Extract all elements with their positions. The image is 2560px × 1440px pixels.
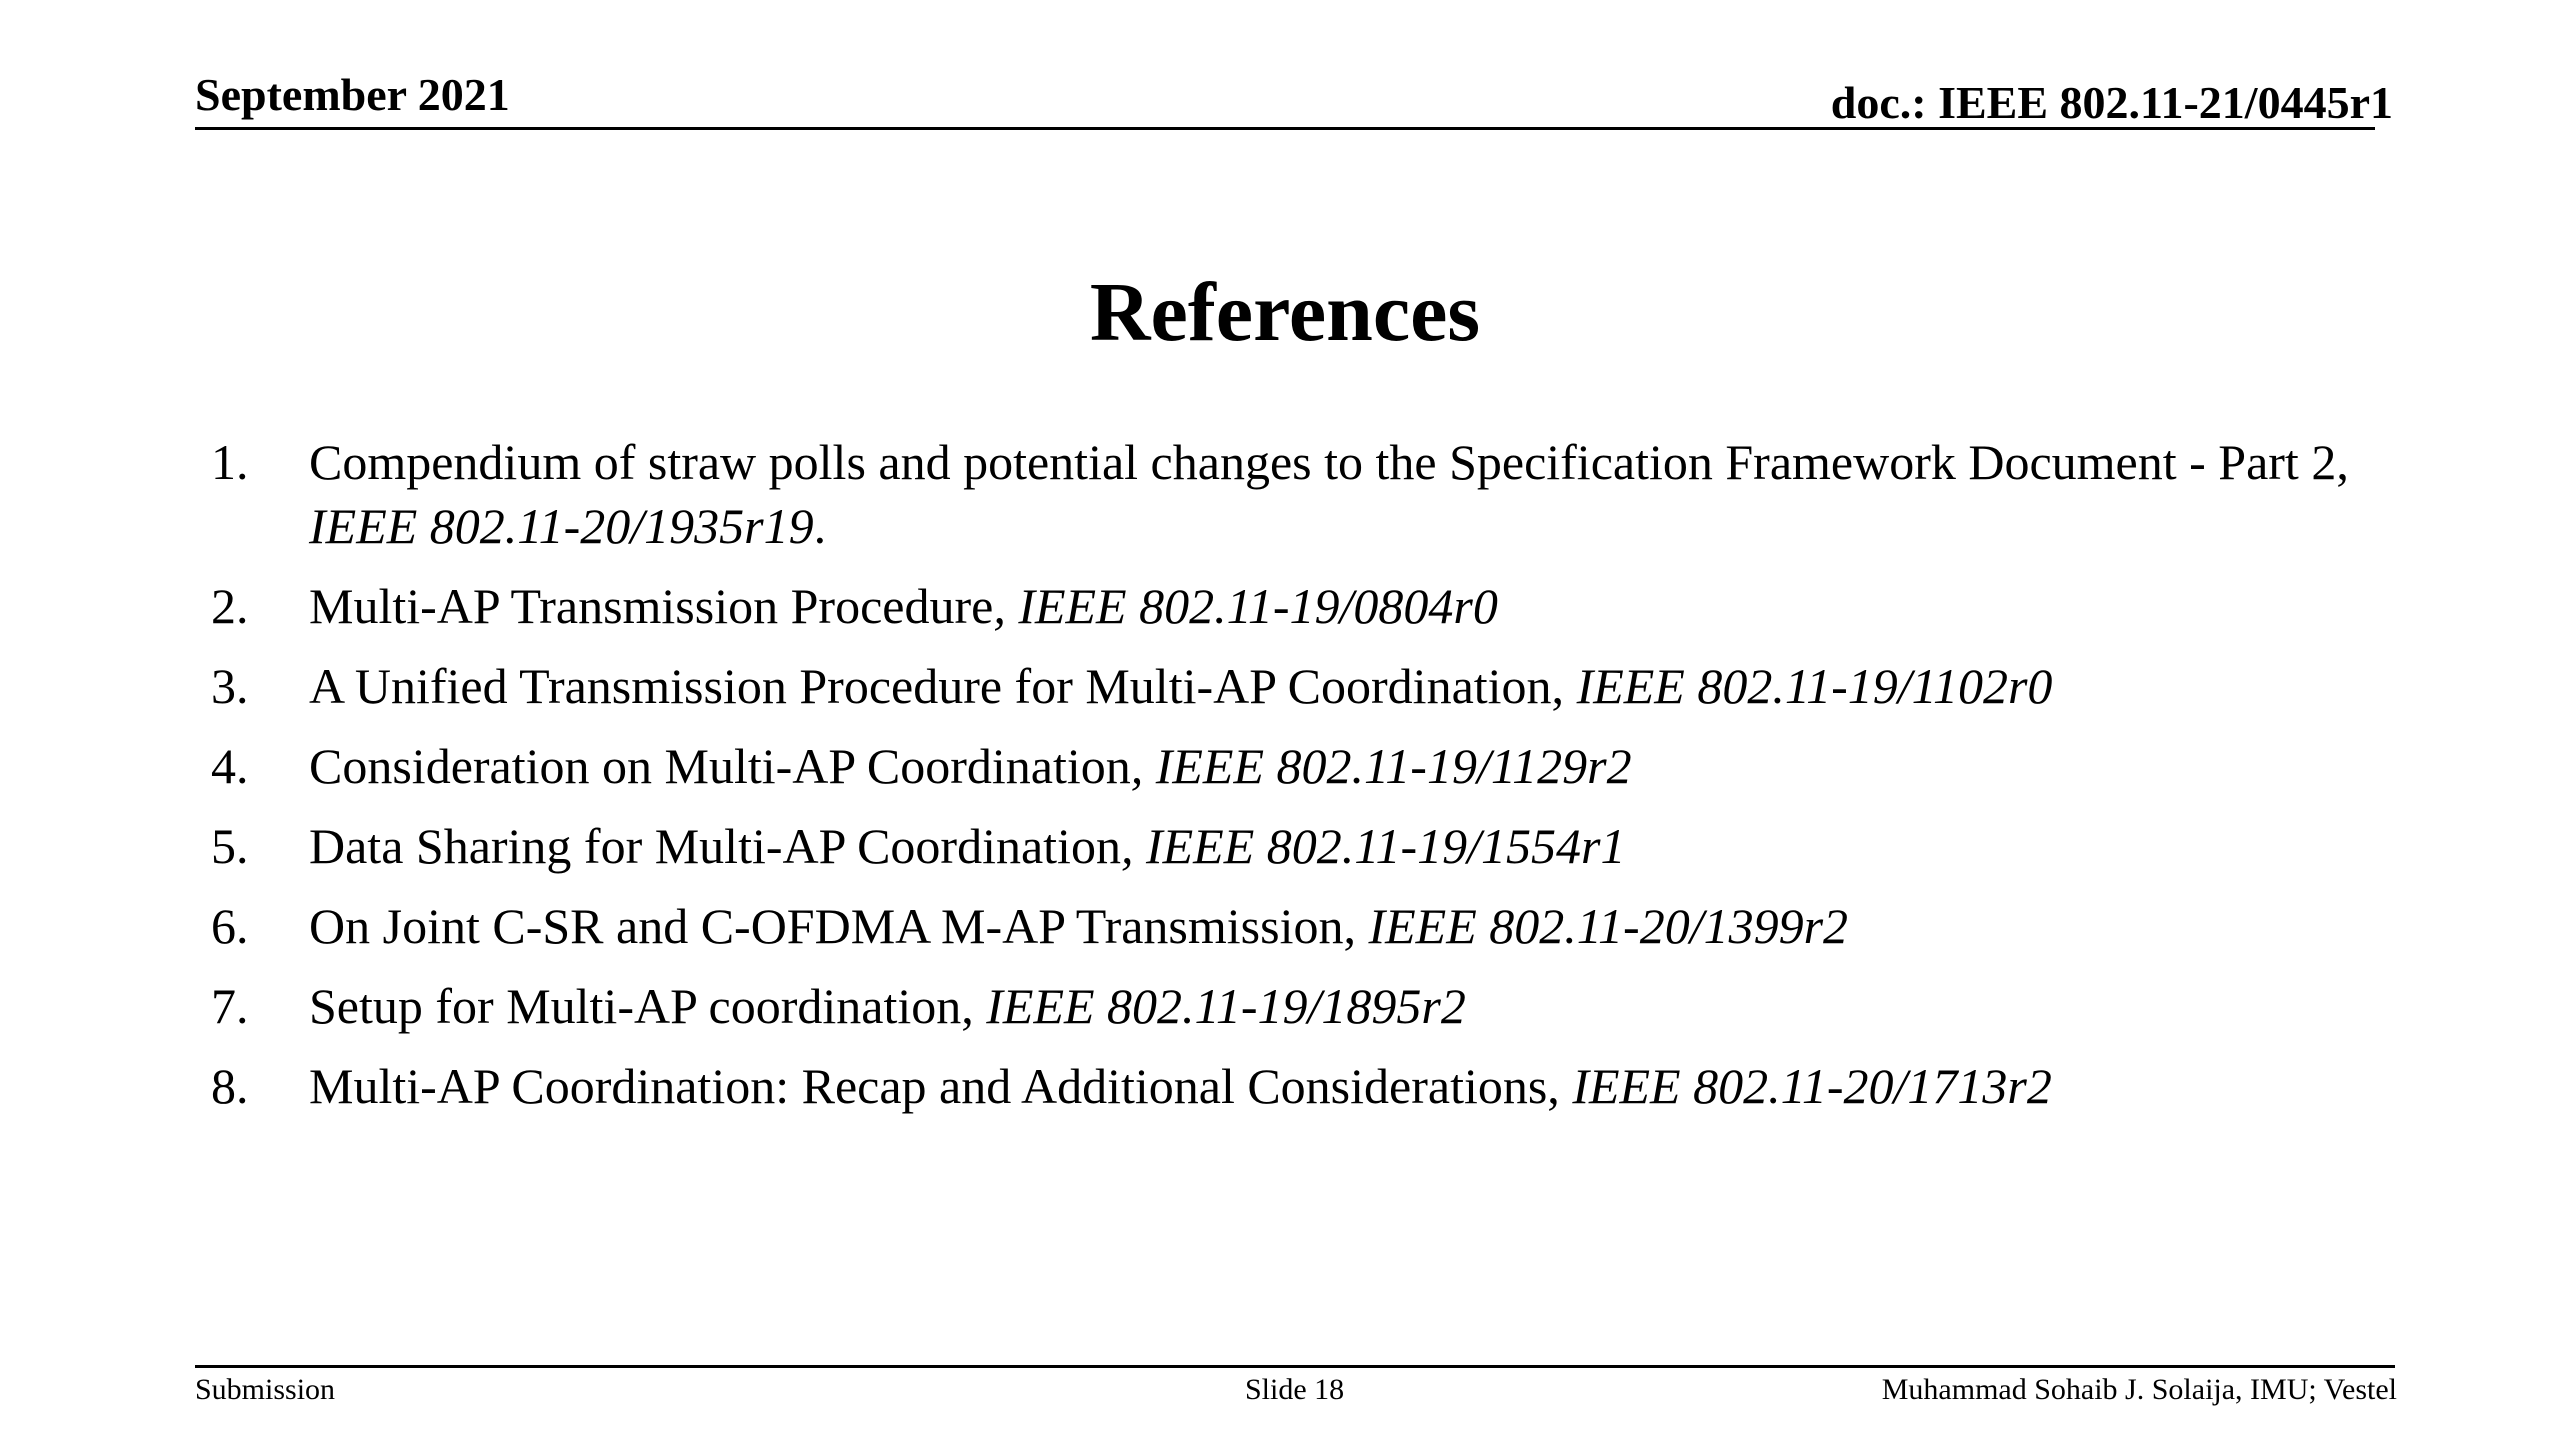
reference-number: 2. xyxy=(211,578,249,634)
reference-title: Consideration on Multi-AP Coordination xyxy=(309,738,1131,794)
reference-doc-id: IEEE 802.11-19/1895r2 xyxy=(986,978,1466,1034)
reference-number: 5. xyxy=(211,818,249,874)
references-list xyxy=(195,430,2395,1134)
header-doc-id: doc.: IEEE 802.11-21/0445r1 xyxy=(1830,77,2393,128)
reference-number: 6. xyxy=(211,898,249,954)
reference-doc-id: IEEE 802.11-19/1102r0 xyxy=(1576,658,2053,714)
header-date: September 2021 xyxy=(195,69,510,120)
slide-title: References xyxy=(1089,266,1481,360)
reference-item-3 xyxy=(195,654,2395,718)
footer-slide-number: Slide 18 xyxy=(1245,1373,1345,1406)
reference-title: Multi-AP Transmission Procedure xyxy=(309,578,994,634)
reference-item-8 xyxy=(195,1054,2395,1118)
header-divider xyxy=(195,127,2375,130)
reference-title: Compendium of straw polls and potential changes to the Specification Framework Document - Part 2, xyxy=(309,434,2349,490)
reference-number: 1. xyxy=(211,434,249,490)
reference-number: 7. xyxy=(211,978,249,1034)
footer-author: Muhammad Sohaib J. Solaija, IMU; Vestel xyxy=(1881,1373,2397,1406)
footer-submission: Submission xyxy=(195,1373,336,1406)
reference-title: Data Sharing for Multi-AP Coordination xyxy=(309,818,1121,874)
reference-doc-id: , IEEE 802.11-19/1129r2 xyxy=(1130,738,1632,794)
reference-suffix: . xyxy=(813,498,827,554)
reference-doc-id: IEEE 802.11-20/1713r2 xyxy=(1572,1058,2052,1114)
reference-item-1 xyxy=(195,430,2395,558)
reference-item-2 xyxy=(195,574,2395,638)
reference-title: On Joint C-SR and C-OFDMA M-AP Transmission, xyxy=(309,898,1369,954)
reference-number: 3. xyxy=(211,658,249,714)
reference-title: Setup for Multi-AP coordination, xyxy=(309,978,987,1034)
reference-doc-id: , IEEE 802.11-19/1554r1 xyxy=(1120,818,1626,874)
reference-doc-id: IEEE 802.11-20/1935r19 xyxy=(309,498,814,554)
reference-item-7 xyxy=(195,974,2395,1038)
reference-item-5 xyxy=(195,814,2395,878)
reference-title: A Unified Transmission Procedure for Multi-AP Coordination, xyxy=(309,658,1577,714)
reference-item-4 xyxy=(195,734,2395,798)
footer-divider xyxy=(195,1365,2395,1368)
reference-number: 8. xyxy=(211,1058,249,1114)
reference-number: 4. xyxy=(211,738,249,794)
reference-doc-id: IEEE 802.11-20/1399r2 xyxy=(1368,898,1849,954)
reference-item-6 xyxy=(195,894,2395,958)
reference-doc-id: , IEEE 802.11-19/0804r0 xyxy=(993,578,1498,634)
reference-title: Multi-AP Coordination: Recap and Additional Considerations, xyxy=(309,1058,1573,1114)
